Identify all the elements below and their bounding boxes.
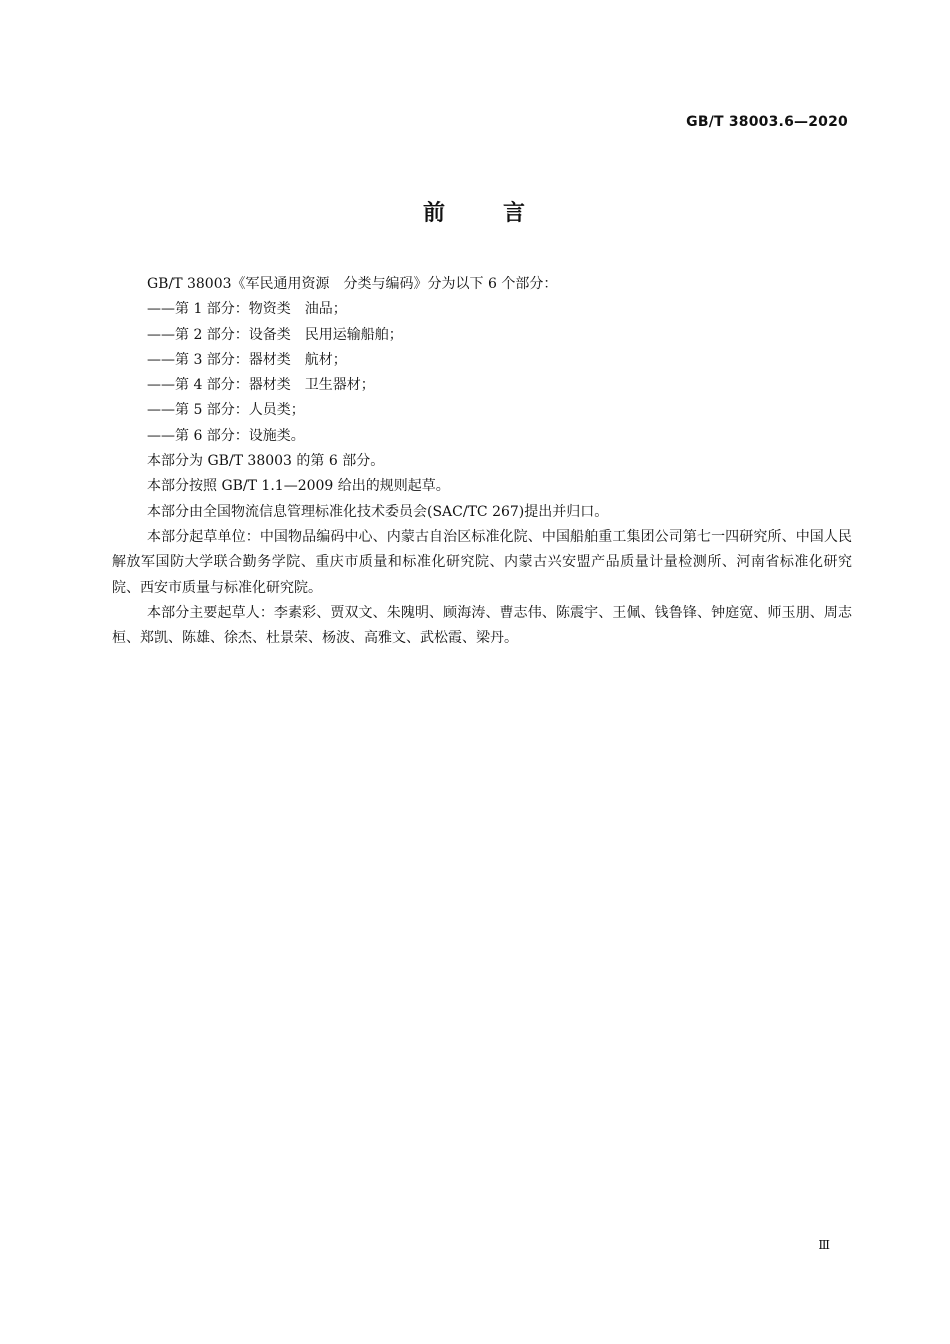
list-item-part-2: ——第 2 部分：设备类 民用运输船舶；	[147, 326, 403, 343]
list-item-part-4: ——第 4 部分：器材类 卫生器材；	[147, 377, 375, 394]
paragraph-parts-intro: GB/T 38003《军民通用资源 分类与编码》分为以下 6 个部分：	[147, 276, 558, 292]
page-title	[0, 196, 950, 227]
standard-number: GB/T 38003.6—2020	[686, 114, 848, 130]
paragraph-drafters: 本部分主要起草人：李素彩、贾双文、朱隗明、顾海涛、曹志伟、陈震宇、王佩、钱鲁锋、钟庭宽、师玉朋、周志桓、郑凯、陈雄、徐杰、杜景荣、杨波、高雅文、武松霞、梁丹。	[112, 604, 852, 647]
foreword-body	[112, 272, 852, 651]
paragraph-drafting-units: 本部分起草单位：中国物品编码中心、内蒙古自治区标准化院、中国船舶重工集团公司第七一四研究所、中国人民解放军国防大学联合勤务学院、重庆市质量和标准化研究院、内蒙古兴安盟产品质量计量检测所、河南省标准化研究院、西安市质量与标准化研究院。	[112, 528, 852, 596]
paragraph-proposer: 本部分由全国物流信息管理标准化技术委员会(SAC/TC 267)提出并归口。	[147, 503, 609, 520]
paragraph-drafting-rules: 本部分按照 GB/T 1.1—2009 给出的规则起草。	[147, 478, 450, 495]
paragraph-this-part: 本部分为 GB/T 38003 的第 6 部分。	[147, 453, 385, 470]
page-number: Ⅲ	[818, 1238, 830, 1252]
list-item-part-6: ——第 6 部分：设施类。	[147, 427, 305, 444]
list-item-part-1: ——第 1 部分：物资类 油品；	[147, 301, 347, 318]
list-item-part-3: ——第 3 部分：器材类 航材；	[147, 351, 347, 368]
list-item-part-5: ——第 5 部分：人员类；	[147, 402, 305, 419]
title-char-1: 前	[422, 201, 447, 226]
title-char-2: 言	[503, 201, 528, 226]
